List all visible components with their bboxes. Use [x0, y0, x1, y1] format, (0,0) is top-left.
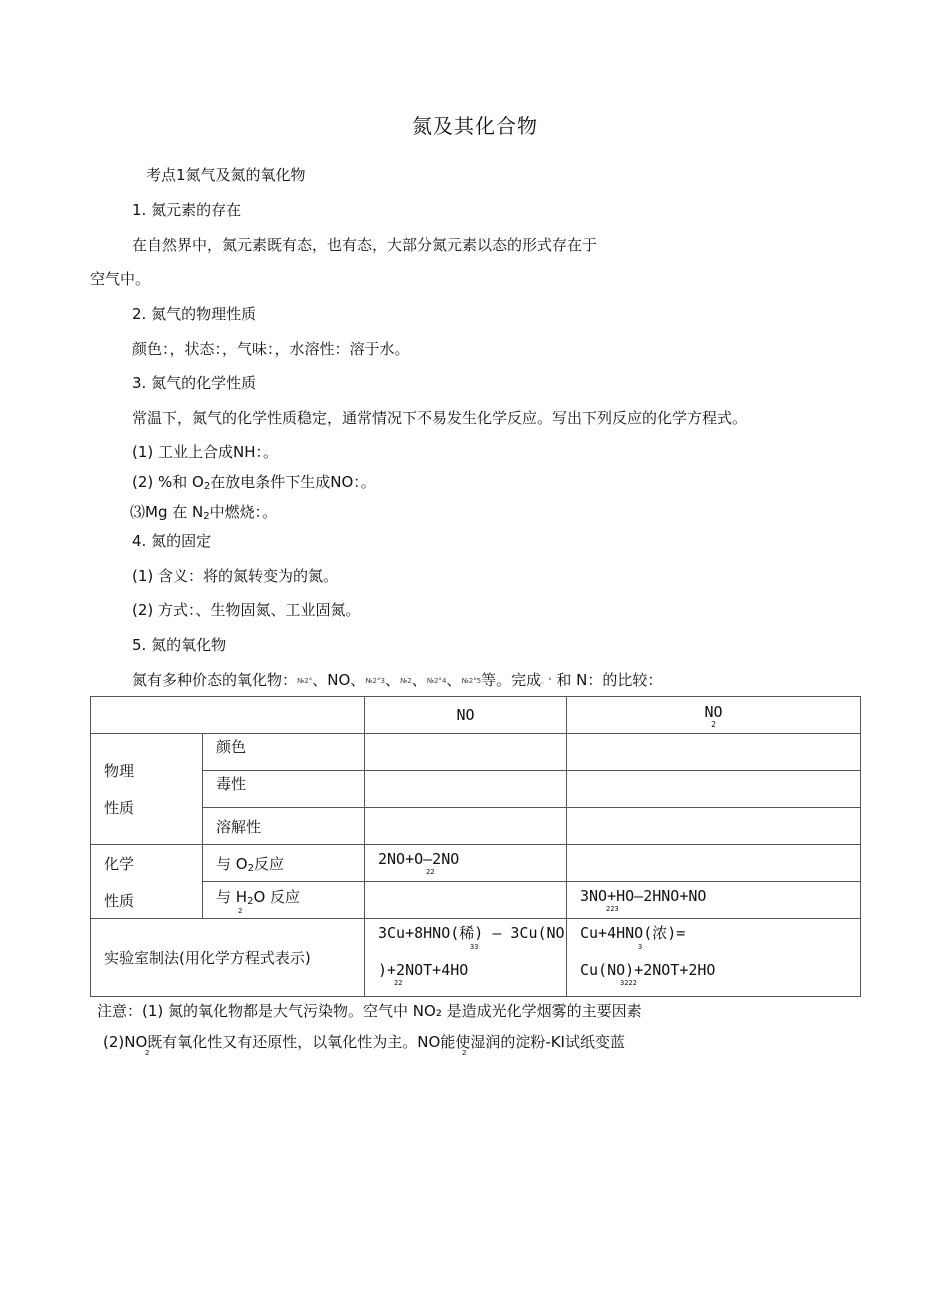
- header-empty-cell: [91, 697, 365, 734]
- no2-color-cell: [567, 734, 861, 771]
- section-3-text: 常温下，氮气的化学性质稳定，通常情况下不易发生化学反应。写出下列反应的化学方程式。: [132, 409, 748, 427]
- physical-properties-label: 物理 性质: [91, 734, 203, 845]
- section-2-heading: 2. 氮气的物理性质: [132, 305, 257, 323]
- no-h2o-cell: [365, 882, 567, 919]
- section-3-item-2: (2) %和 O2在放电条件下生成NO：。: [132, 473, 376, 492]
- document-title: 氮及其化合物: [412, 114, 538, 138]
- kaodian-heading: 考点1氮气及氮的氧化物: [146, 166, 306, 184]
- header-no2: NO 2: [567, 697, 861, 734]
- header-no: NO: [365, 697, 567, 734]
- no2-o2-cell: [567, 845, 861, 882]
- section-3-item-1: (1) 工业上合成NH：。: [132, 443, 279, 461]
- section-5-heading: 5. 氮的氧化物: [132, 636, 227, 654]
- no2-solubility-cell: [567, 808, 861, 845]
- nitrogen-oxide-comparison-table: [90, 696, 861, 997]
- note-2-sub-2: 2: [462, 1049, 467, 1057]
- note-2: (2)NO既有氧化性又有还原性，以氧化性为主。NO能使湿润的淀粉-KI试纸变蓝: [103, 1033, 625, 1051]
- section-5-text: 氮有多种价态的氧化物：№2°、NO、№2°3、№2、№2°4、№2°5等。完成。° 和 N：的比较：: [132, 671, 663, 689]
- section-1-text: 在自然界中，氮元素既有态，也有态，大部分氮元素以态的形式存在于: [132, 236, 598, 254]
- chemical-properties-label: 化学 性质: [91, 845, 203, 919]
- section-4-heading: 4. 氮的固定: [132, 532, 212, 550]
- no-color-cell: [365, 734, 567, 771]
- no2-toxicity-cell: [567, 771, 861, 808]
- lab-preparation-label: 实验室制法(用化学方程式表示): [91, 919, 365, 997]
- section-1-heading: 1. 氮元素的存在: [132, 201, 242, 219]
- section-3-item-3: ⑶Mg 在 N2中燃烧：。: [130, 503, 278, 522]
- section-3-heading: 3. 氮气的化学性质: [132, 374, 257, 392]
- no-solubility-cell: [365, 808, 567, 845]
- toxicity-label: 毒性: [203, 771, 365, 808]
- o2-reaction-label: 与 O2反应: [203, 845, 365, 882]
- no-o2-equation: 2NO+O—2NO 22: [365, 845, 567, 882]
- solubility-label: 溶解性: [203, 808, 365, 845]
- note-2-sub-1: 2: [145, 1049, 150, 1057]
- color-label: 颜色: [203, 734, 365, 771]
- section-2-text: 颜色：，状态：，气味：，水溶性：溶于水。: [132, 340, 410, 358]
- no-lab-equation: 3Cu+8HNO(稀) — 3Cu(NO 33 )+2NOT+4HO 22: [365, 919, 567, 997]
- section-4-item-2: (2) 方式：、生物固氮、工业固氮。: [132, 601, 361, 619]
- h2o-reaction-label: 与 H2O 反应 2: [203, 882, 365, 919]
- note-1: 注意：(1) 氮的氧化物都是大气污染物。空气中 NO₂ 是造成光化学烟雾的主要因素: [97, 1002, 642, 1020]
- no2-h2o-equation: 3NO+HO—2HNO+NO 223: [567, 882, 861, 919]
- section-1-text-cont: 空气中。: [90, 270, 151, 288]
- no-toxicity-cell: [365, 771, 567, 808]
- no2-lab-equation: Cu+4HNO(浓)= 3 Cu(NO)+2NOT+2HO 3222: [567, 919, 861, 997]
- section-4-item-1: (1) 含义：将的氮转变为的氮。: [132, 567, 339, 585]
